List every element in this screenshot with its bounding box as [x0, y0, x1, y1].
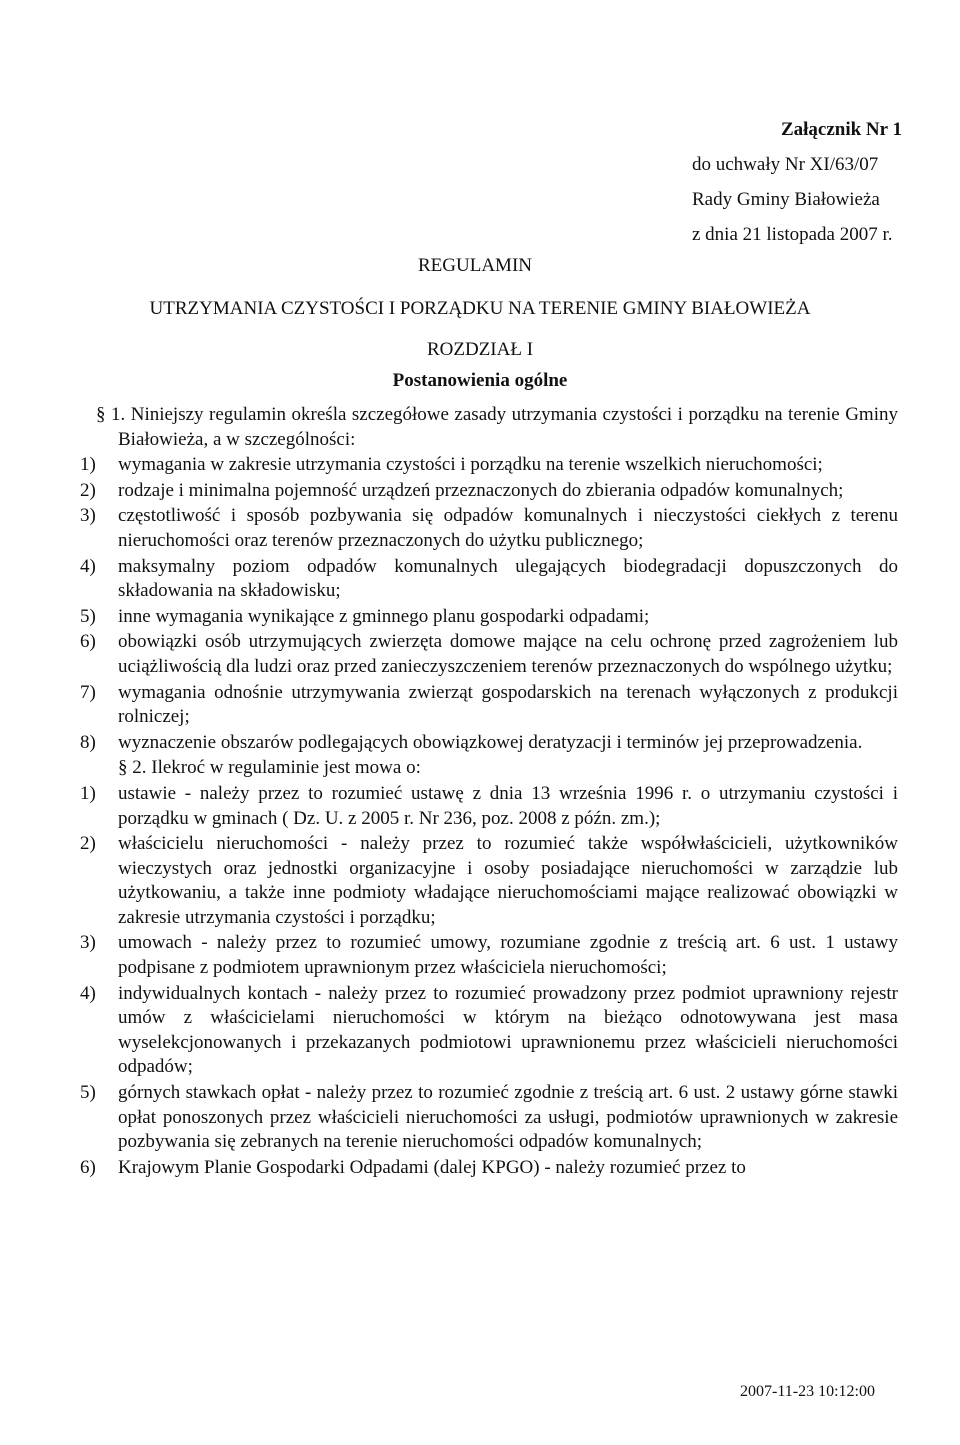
section-2-intro: § 2. Ilekroć w regulaminie jest mowa o: [118, 757, 421, 779]
list-item [80, 504, 898, 553]
item-number: 1) [80, 782, 96, 804]
item-text: górnych stawkach opłat - należy przez to rozumieć zgodnie z treścią art. 6 ust. 2 ustawy górne stawki opłat ponoszonych przez właścicieli nieruchomości za usługi, podmiotów uprawnionych w zakresie pozbywania się zebranych na terenie nieruchomości odpadów komunalnych; [118, 1082, 898, 1153]
list-item [80, 782, 898, 831]
item-text: Krajowym Planie Gospodarki Odpadami (dalej KPGO) - należy rozumieć przez to [118, 1156, 746, 1178]
item-text: maksymalny poziom odpadów komunalnych ulegających biodegradacji dopuszczonych do składowania na składowisku; [118, 555, 898, 602]
list-item [80, 681, 898, 730]
document-title: REGULAMIN [418, 255, 532, 276]
list-item [80, 1081, 898, 1155]
item-number: 4) [80, 555, 96, 577]
chapter-heading: ROZDZIAŁ I [426, 339, 534, 360]
list-item [80, 1156, 898, 1181]
footer-timestamp: 2007-11-23 10:12:00 [740, 1383, 875, 1400]
annex-line-date: z dnia 21 listopada 2007 r. [692, 224, 893, 245]
item-text: indywidualnych kontach - należy przez to rozumieć prowadzony przez podmiot uprawniony rejestr umów z właścicielami nieruchomości w którym na bieżąco odnotowywana jest masa wyselekcjonowanych i przekazanych podmiotowi uprawnionemu przez właścicieli nieruchomości odpadów; [118, 982, 898, 1078]
section-1-intro: § 1. Niniejszy regulamin określa szczegółowe zasady utrzymania czystości i porządku na terenie Gminy Białowieża, a w szczególności: [96, 404, 898, 450]
item-number: 2) [80, 479, 96, 501]
item-number: 2) [80, 833, 96, 855]
item-number: 6) [80, 1156, 96, 1178]
list-item [80, 453, 898, 478]
item-number: 5) [80, 1082, 96, 1104]
list-item [80, 555, 898, 604]
item-number: 7) [80, 681, 96, 703]
chapter-title: Postanowienia ogólne [392, 370, 568, 391]
item-number: 3) [80, 505, 96, 527]
annex-line-resolution: do uchwały Nr XI/63/07 [692, 154, 879, 175]
list-item [80, 832, 898, 930]
annex-line-council: Rady Gminy Białowieża [692, 189, 880, 210]
list-item [80, 479, 898, 504]
item-text: częstotliwość i sposób pozbywania się odpadów komunalnych i nieczystości ciekłych z terenu nieruchomości oraz terenów przeznaczonych do użytku publicznego; [118, 505, 898, 551]
item-text: właścicielu nieruchomości - należy przez to rozumieć także współwłaścicieli, użytkowników wieczystych oraz jednostki organizacyjne i osoby posiadające nieruchomości w zarządzie lub użytkowaniu, a także inne podmioty władające nieruchomościami mające realizować obowiązki w zakresie utrzymania czystości i porządku; [118, 833, 898, 928]
list-item [80, 605, 898, 630]
item-text: wyznaczenie obszarów podlegających obowiązkowej deratyzacji i terminów jej przeprowadzenia. [118, 731, 863, 753]
item-text: rodzaje i minimalna pojemność urządzeń przeznaczonych do zbierania odpadów komunalnych; [118, 479, 844, 501]
item-text: umowach - należy przez to rozumieć umowy, rozumiane zgodnie z treścią art. 6 ust. 1 ustawy podpisane z podmiotem uprawnionym przez właściciela nieruchomości; [118, 932, 898, 979]
item-text: wymagania w zakresie utrzymania czystości i porządku na terenie wszelkich nieruchomości; [118, 454, 823, 476]
item-number: 4) [80, 982, 96, 1004]
document-subtitle: UTRZYMANIA CZYSTOŚCI I PORZĄDKU NA TERENIE GMINY BIAŁOWIEŻA [149, 298, 811, 319]
item-number: 6) [80, 631, 96, 653]
item-number: 1) [80, 454, 96, 476]
annex-block [672, 112, 902, 252]
annex-title: Załącznik Nr 1 [780, 119, 902, 140]
list-item [80, 731, 898, 756]
item-number: 8) [80, 731, 96, 753]
item-text: wymagania odnośnie utrzymywania zwierząt gospodarskich na terenach wyłączonych z produkcji rolniczej; [118, 681, 898, 728]
item-text: obowiązki osób utrzymujących zwierzęta domowe mające na celu ochronę przed zagrożeniem lub uciążliwością dla ludzi oraz przed zanieczyszczeniem terenów przeznaczonych do wspólnego użytku; [118, 631, 898, 677]
list-item [80, 982, 898, 1080]
item-text: inne wymagania wynikające z gminnego planu gospodarki odpadami; [118, 605, 650, 627]
list-item [80, 630, 898, 679]
item-text: ustawie - należy przez to rozumieć ustawę z dnia 13 września 1996 r. o utrzymaniu czystości i porządku w gminach ( Dz. U. z 2005 r. Nr 236, poz. 2008 z późn. zm.); [118, 782, 898, 829]
list-item [80, 931, 898, 980]
item-number: 5) [80, 605, 96, 627]
item-number: 3) [80, 932, 96, 954]
document-body [80, 403, 898, 1181]
